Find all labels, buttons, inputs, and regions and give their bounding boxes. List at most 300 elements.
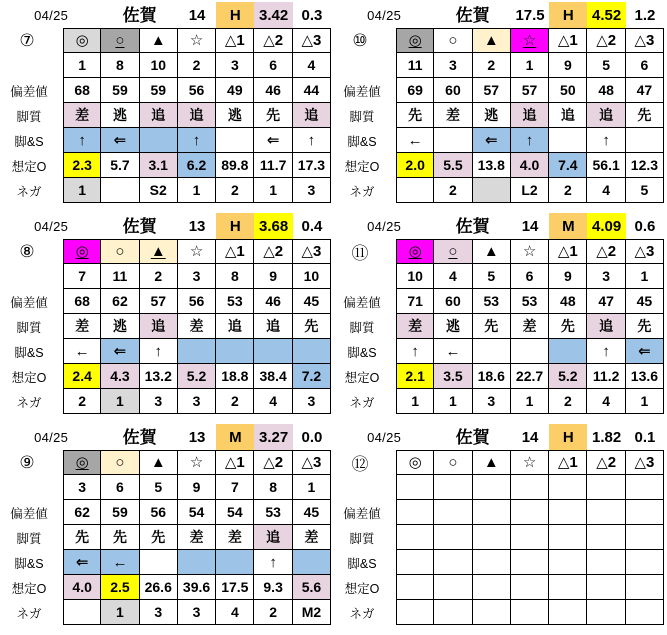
grid-leg-arrow-cell[interactable] bbox=[473, 128, 511, 153]
grid-nega-cell[interactable] bbox=[434, 178, 472, 203]
grid-expected-odds-cell[interactable] bbox=[511, 575, 549, 600]
grid-nega-cell[interactable] bbox=[587, 389, 625, 414]
grid-mark-cell[interactable] bbox=[101, 239, 139, 264]
grid-nega-cell[interactable] bbox=[549, 178, 587, 203]
grid-deviation-cell[interactable] bbox=[101, 78, 139, 103]
grid-deviation-cell[interactable] bbox=[140, 78, 178, 103]
grid-running-style-cell[interactable] bbox=[587, 103, 625, 128]
grid-leg-arrow-cell[interactable] bbox=[511, 128, 549, 153]
grid-mark-cell[interactable] bbox=[549, 28, 587, 53]
grid-deviation-cell[interactable] bbox=[254, 500, 292, 525]
grid-leg-arrow-cell[interactable] bbox=[396, 550, 434, 575]
grid-leg-arrow-cell[interactable] bbox=[626, 550, 664, 575]
grid-nega-cell[interactable] bbox=[216, 178, 254, 203]
grid-horse-number-cell[interactable] bbox=[216, 475, 254, 500]
grid-nega-cell[interactable] bbox=[626, 178, 664, 203]
grid-running-style-cell[interactable] bbox=[626, 103, 664, 128]
grid-leg-arrow-cell[interactable] bbox=[626, 128, 664, 153]
grid-deviation-cell[interactable] bbox=[63, 500, 101, 525]
cell-text: 7 bbox=[230, 479, 239, 495]
grid-leg-arrow-cell[interactable] bbox=[434, 339, 472, 364]
grid-nega-cell[interactable] bbox=[178, 600, 216, 625]
grid-nega-cell[interactable] bbox=[511, 389, 549, 414]
grid-deviation-cell[interactable] bbox=[396, 78, 434, 103]
grid-leg-arrow-cell[interactable] bbox=[216, 339, 254, 364]
grid-running-style-cell[interactable] bbox=[101, 103, 139, 128]
grid-running-style-cell[interactable] bbox=[254, 314, 292, 339]
cell-text: 9 bbox=[563, 57, 572, 73]
grid-leg-arrow-cell[interactable] bbox=[293, 128, 331, 153]
grid-mark-cell[interactable] bbox=[587, 450, 625, 475]
grid-leg-arrow-cell[interactable] bbox=[140, 550, 178, 575]
grid-leg-arrow-cell[interactable] bbox=[434, 128, 472, 153]
grid-expected-odds-cell[interactable] bbox=[293, 153, 331, 178]
grid-leg-arrow-cell[interactable] bbox=[216, 550, 254, 575]
grid-horse-number-cell[interactable] bbox=[63, 475, 101, 500]
grid-nega-cell[interactable] bbox=[396, 600, 434, 625]
grid-leg-arrow-cell[interactable] bbox=[140, 128, 178, 153]
grid-mark-cell[interactable] bbox=[626, 28, 664, 53]
grid-deviation-cell[interactable] bbox=[396, 500, 434, 525]
grid-mark-cell[interactable] bbox=[101, 450, 139, 475]
grid-running-style-cell[interactable] bbox=[63, 525, 101, 550]
grid-mark-cell[interactable] bbox=[140, 239, 178, 264]
grid-running-style-cell[interactable] bbox=[293, 525, 331, 550]
grid-leg-arrow-cell[interactable] bbox=[101, 128, 139, 153]
grid-nega-cell[interactable] bbox=[293, 600, 331, 625]
grid-horse-number-cell[interactable] bbox=[178, 264, 216, 289]
grid-horse-number-cell[interactable] bbox=[473, 53, 511, 78]
grid-mark-cell[interactable] bbox=[178, 450, 216, 475]
grid-nega-cell[interactable] bbox=[511, 178, 549, 203]
grid-running-style-cell[interactable] bbox=[254, 525, 292, 550]
grid-leg-arrow-cell[interactable] bbox=[587, 128, 625, 153]
grid-deviation-cell[interactable] bbox=[293, 289, 331, 314]
grid-running-style-cell[interactable] bbox=[549, 103, 587, 128]
grid-leg-arrow-cell[interactable] bbox=[63, 128, 101, 153]
grid-leg-arrow-cell[interactable] bbox=[293, 550, 331, 575]
grid-leg-arrow-cell[interactable] bbox=[549, 339, 587, 364]
grid-expected-odds-cell[interactable] bbox=[396, 575, 434, 600]
grid-expected-odds-cell[interactable] bbox=[434, 153, 472, 178]
grid-expected-odds-cell[interactable] bbox=[473, 153, 511, 178]
grid-mark-cell[interactable] bbox=[587, 239, 625, 264]
grid-horse-number-cell[interactable] bbox=[626, 475, 664, 500]
grid-nega-cell[interactable] bbox=[626, 389, 664, 414]
grid-expected-odds-cell[interactable] bbox=[63, 575, 101, 600]
grid-mark-cell[interactable] bbox=[216, 28, 254, 53]
grid-horse-number-cell[interactable] bbox=[587, 475, 625, 500]
grid-leg-arrow-cell[interactable] bbox=[216, 128, 254, 153]
grid-mark-cell[interactable] bbox=[293, 28, 331, 53]
grid-mark-cell[interactable] bbox=[216, 239, 254, 264]
grid-expected-odds-cell[interactable] bbox=[216, 153, 254, 178]
grid-deviation-cell[interactable] bbox=[434, 78, 472, 103]
grid-deviation-cell[interactable] bbox=[626, 289, 664, 314]
grid-expected-odds-cell[interactable] bbox=[140, 575, 178, 600]
grid-running-style-cell[interactable] bbox=[587, 525, 625, 550]
grid-expected-odds-cell[interactable] bbox=[587, 364, 625, 389]
grid-nega-cell[interactable] bbox=[473, 389, 511, 414]
grid-running-style-cell[interactable] bbox=[293, 103, 331, 128]
grid-expected-odds-cell[interactable] bbox=[549, 575, 587, 600]
cell-text: ⇐ bbox=[113, 131, 127, 149]
grid-expected-odds-cell[interactable] bbox=[396, 364, 434, 389]
grid-horse-number-cell[interactable] bbox=[178, 475, 216, 500]
grid-horse-number-cell[interactable] bbox=[140, 475, 178, 500]
grid-horse-number-cell[interactable] bbox=[511, 53, 549, 78]
grid-nega-cell[interactable] bbox=[434, 600, 472, 625]
grid-deviation-cell[interactable] bbox=[511, 289, 549, 314]
grid-deviation-cell[interactable] bbox=[587, 289, 625, 314]
grid-deviation-cell[interactable] bbox=[140, 289, 178, 314]
grid-horse-number-cell[interactable] bbox=[293, 475, 331, 500]
grid-running-style-cell[interactable] bbox=[63, 103, 101, 128]
grid-deviation-cell[interactable] bbox=[549, 78, 587, 103]
grid-nega-cell[interactable] bbox=[473, 600, 511, 625]
grid-mark-cell[interactable] bbox=[434, 239, 472, 264]
grid-horse-number-cell[interactable] bbox=[549, 475, 587, 500]
grid-running-style-cell[interactable] bbox=[254, 103, 292, 128]
grid-nega-cell[interactable] bbox=[63, 600, 101, 625]
grid-expected-odds-cell[interactable] bbox=[101, 575, 139, 600]
grid-horse-number-cell[interactable] bbox=[549, 264, 587, 289]
grid-expected-odds-cell[interactable] bbox=[254, 575, 292, 600]
grid-expected-odds-cell[interactable] bbox=[101, 153, 139, 178]
grid-horse-number-cell[interactable] bbox=[63, 264, 101, 289]
grid-deviation-cell[interactable] bbox=[254, 289, 292, 314]
grid-running-style-cell[interactable] bbox=[140, 314, 178, 339]
grid-leg-arrow-cell[interactable] bbox=[511, 339, 549, 364]
grid-running-style-cell[interactable] bbox=[101, 525, 139, 550]
grid-expected-odds-cell[interactable] bbox=[511, 364, 549, 389]
grid-expected-odds-cell[interactable] bbox=[178, 153, 216, 178]
grid-horse-number-cell[interactable] bbox=[434, 475, 472, 500]
grid-horse-number-cell[interactable] bbox=[293, 264, 331, 289]
grid-running-style-cell[interactable] bbox=[587, 314, 625, 339]
grid-leg-arrow-cell[interactable] bbox=[63, 339, 101, 364]
grid-horse-number-cell[interactable] bbox=[140, 264, 178, 289]
grid-leg-arrow-cell[interactable] bbox=[101, 550, 139, 575]
grid-horse-number-cell[interactable] bbox=[511, 475, 549, 500]
grid-mark-cell[interactable] bbox=[434, 450, 472, 475]
grid-horse-number-cell[interactable] bbox=[254, 264, 292, 289]
grid-deviation-cell[interactable] bbox=[63, 289, 101, 314]
grid-nega-cell[interactable] bbox=[549, 389, 587, 414]
grid-horse-number-cell[interactable] bbox=[473, 475, 511, 500]
grid-mark-cell[interactable] bbox=[473, 450, 511, 475]
grid-expected-odds-cell[interactable] bbox=[216, 364, 254, 389]
grid-running-style-cell[interactable] bbox=[549, 314, 587, 339]
grid-expected-odds-cell[interactable] bbox=[626, 364, 664, 389]
grid-horse-number-cell[interactable] bbox=[178, 53, 216, 78]
grid-running-style-cell[interactable] bbox=[178, 103, 216, 128]
grid-deviation-cell[interactable] bbox=[587, 500, 625, 525]
grid-deviation-cell[interactable] bbox=[178, 289, 216, 314]
grid-deviation-cell[interactable] bbox=[473, 289, 511, 314]
grid-horse-number-cell[interactable] bbox=[254, 53, 292, 78]
grid-mark-cell[interactable] bbox=[549, 239, 587, 264]
grid-expected-odds-cell[interactable] bbox=[473, 575, 511, 600]
grid-leg-arrow-cell[interactable] bbox=[63, 550, 101, 575]
grid-horse-number-cell[interactable] bbox=[511, 264, 549, 289]
grid-mark-cell[interactable] bbox=[396, 450, 434, 475]
cell-text: 6 bbox=[269, 57, 278, 73]
grid-expected-odds-cell[interactable] bbox=[434, 364, 472, 389]
grid-horse-number-cell[interactable] bbox=[254, 475, 292, 500]
grid-expected-odds-cell[interactable] bbox=[63, 364, 101, 389]
grid-running-style-cell[interactable] bbox=[434, 525, 472, 550]
grid-deviation-cell[interactable] bbox=[178, 78, 216, 103]
grid-running-style-cell[interactable] bbox=[473, 525, 511, 550]
grid-expected-odds-cell[interactable] bbox=[178, 364, 216, 389]
grid-running-style-cell[interactable] bbox=[396, 314, 434, 339]
grid-deviation-cell[interactable] bbox=[101, 500, 139, 525]
grid-expected-odds-cell[interactable] bbox=[254, 153, 292, 178]
grid-running-style-cell[interactable] bbox=[216, 525, 254, 550]
grid-expected-odds-cell[interactable] bbox=[216, 575, 254, 600]
grid-nega-cell[interactable] bbox=[178, 178, 216, 203]
grid-expected-odds-cell[interactable] bbox=[293, 364, 331, 389]
grid-horse-number-cell[interactable] bbox=[396, 475, 434, 500]
grid-horse-number-cell[interactable] bbox=[587, 53, 625, 78]
grid-mark-cell[interactable] bbox=[216, 450, 254, 475]
grid-leg-arrow-cell[interactable] bbox=[101, 339, 139, 364]
grid-horse-number-cell[interactable] bbox=[140, 53, 178, 78]
cell-text: 追 bbox=[560, 107, 575, 123]
grid-mark-cell[interactable] bbox=[63, 450, 101, 475]
grid-mark-cell[interactable] bbox=[511, 28, 549, 53]
grid-nega-cell[interactable] bbox=[178, 389, 216, 414]
grid-leg-arrow-cell[interactable] bbox=[178, 128, 216, 153]
grid-nega-cell[interactable] bbox=[254, 389, 292, 414]
grid-leg-arrow-cell[interactable] bbox=[178, 550, 216, 575]
grid-nega-cell[interactable] bbox=[293, 178, 331, 203]
grid-running-style-cell[interactable] bbox=[473, 314, 511, 339]
grid-expected-odds-cell[interactable] bbox=[63, 153, 101, 178]
grid-nega-cell[interactable] bbox=[63, 389, 101, 414]
grid-expected-odds-cell[interactable] bbox=[549, 153, 587, 178]
grid-running-style-cell[interactable] bbox=[63, 314, 101, 339]
grid-leg-arrow-cell[interactable] bbox=[178, 339, 216, 364]
grid-horse-number-cell[interactable] bbox=[101, 475, 139, 500]
grid-deviation-cell[interactable] bbox=[178, 500, 216, 525]
grid-horse-number-cell[interactable] bbox=[216, 53, 254, 78]
grid-mark-cell[interactable] bbox=[140, 28, 178, 53]
grid-mark-cell[interactable] bbox=[254, 239, 292, 264]
grid-leg-arrow-cell[interactable] bbox=[587, 339, 625, 364]
grid-horse-number-cell[interactable] bbox=[434, 264, 472, 289]
grid-horse-number-cell[interactable] bbox=[587, 264, 625, 289]
grid-deviation-cell[interactable] bbox=[216, 78, 254, 103]
grid-running-style-cell[interactable] bbox=[216, 314, 254, 339]
grid-mark-cell[interactable] bbox=[63, 28, 101, 53]
grid-mark-cell[interactable] bbox=[101, 28, 139, 53]
grid-horse-number-cell[interactable] bbox=[63, 53, 101, 78]
grid-running-style-cell[interactable] bbox=[396, 103, 434, 128]
grid-running-style-cell[interactable] bbox=[626, 525, 664, 550]
grid-deviation-cell[interactable] bbox=[511, 78, 549, 103]
grid-mark-cell[interactable] bbox=[254, 450, 292, 475]
grid-expected-odds-cell[interactable] bbox=[140, 153, 178, 178]
grid-mark-cell[interactable] bbox=[254, 28, 292, 53]
grid-expected-odds-cell[interactable] bbox=[140, 364, 178, 389]
grid-nega-cell[interactable] bbox=[216, 600, 254, 625]
grid-leg-arrow-cell[interactable] bbox=[626, 339, 664, 364]
grid-nega-cell[interactable] bbox=[396, 389, 434, 414]
grid-nega-cell[interactable] bbox=[101, 600, 139, 625]
grid-mark-cell[interactable] bbox=[511, 450, 549, 475]
grid-leg-arrow-cell[interactable] bbox=[293, 339, 331, 364]
grid-nega-cell[interactable] bbox=[587, 600, 625, 625]
grid-deviation-cell[interactable] bbox=[473, 500, 511, 525]
cell-text: 2 bbox=[78, 393, 87, 409]
grid-running-style-cell[interactable] bbox=[626, 314, 664, 339]
grid-nega-cell[interactable] bbox=[626, 600, 664, 625]
grid-mark-cell[interactable] bbox=[396, 239, 434, 264]
grid-mark-cell[interactable] bbox=[178, 28, 216, 53]
grid-nega-cell[interactable] bbox=[511, 600, 549, 625]
grid-expected-odds-cell[interactable] bbox=[473, 364, 511, 389]
grid-leg-arrow-cell[interactable] bbox=[396, 128, 434, 153]
grid-running-style-cell[interactable] bbox=[511, 525, 549, 550]
grid-running-style-cell[interactable] bbox=[511, 314, 549, 339]
grid-nega-cell[interactable] bbox=[254, 178, 292, 203]
grid-deviation-cell[interactable] bbox=[626, 78, 664, 103]
grid-nega-cell[interactable] bbox=[434, 389, 472, 414]
grid-leg-arrow-cell[interactable] bbox=[396, 339, 434, 364]
grid-running-style-cell[interactable] bbox=[473, 103, 511, 128]
grid-running-style-cell[interactable] bbox=[434, 314, 472, 339]
grid-leg-arrow-cell[interactable] bbox=[140, 339, 178, 364]
grid-running-style-cell[interactable] bbox=[434, 103, 472, 128]
grid-nega-cell[interactable] bbox=[140, 600, 178, 625]
grid-running-style-cell[interactable] bbox=[140, 525, 178, 550]
grid-mark-cell[interactable] bbox=[473, 239, 511, 264]
grid-running-style-cell[interactable] bbox=[549, 525, 587, 550]
grid-expected-odds-cell[interactable] bbox=[293, 575, 331, 600]
grid-expected-odds-cell[interactable] bbox=[587, 153, 625, 178]
grid-nega-cell[interactable] bbox=[396, 178, 434, 203]
grid-leg-arrow-cell[interactable] bbox=[254, 339, 292, 364]
grid-running-style-cell[interactable] bbox=[511, 103, 549, 128]
grid-expected-odds-cell[interactable] bbox=[101, 364, 139, 389]
grid-mark-cell[interactable] bbox=[293, 239, 331, 264]
grid-horse-number-cell[interactable] bbox=[434, 53, 472, 78]
grid-deviation-cell[interactable] bbox=[63, 78, 101, 103]
grid-leg-arrow-cell[interactable] bbox=[549, 550, 587, 575]
grid-nega-cell[interactable] bbox=[63, 178, 101, 203]
grid-running-style-cell[interactable] bbox=[178, 525, 216, 550]
grid-mark-cell[interactable] bbox=[473, 28, 511, 53]
grid-expected-odds-cell[interactable] bbox=[511, 153, 549, 178]
grid-expected-odds-cell[interactable] bbox=[587, 575, 625, 600]
grid-expected-odds-cell[interactable] bbox=[626, 153, 664, 178]
grid-expected-odds-cell[interactable] bbox=[254, 364, 292, 389]
grid-deviation-cell[interactable] bbox=[293, 78, 331, 103]
grid-leg-arrow-cell[interactable] bbox=[587, 550, 625, 575]
grid-running-style-cell[interactable] bbox=[178, 314, 216, 339]
grid-horse-number-cell[interactable] bbox=[101, 53, 139, 78]
grid-deviation-cell[interactable] bbox=[293, 500, 331, 525]
grid-deviation-cell[interactable] bbox=[140, 500, 178, 525]
grid-mark-cell[interactable] bbox=[626, 450, 664, 475]
grid-expected-odds-cell[interactable] bbox=[549, 364, 587, 389]
grid-mark-cell[interactable] bbox=[511, 239, 549, 264]
grid-nega-cell[interactable] bbox=[140, 389, 178, 414]
grid-running-style-cell[interactable] bbox=[396, 525, 434, 550]
grid-nega-cell[interactable] bbox=[254, 600, 292, 625]
grid-deviation-cell[interactable] bbox=[254, 78, 292, 103]
grid-horse-number-cell[interactable] bbox=[626, 53, 664, 78]
grid-deviation-cell[interactable] bbox=[396, 289, 434, 314]
grid-leg-arrow-cell[interactable] bbox=[549, 128, 587, 153]
grid-nega-cell[interactable] bbox=[216, 389, 254, 414]
grid-leg-arrow-cell[interactable] bbox=[473, 550, 511, 575]
grid-deviation-cell[interactable] bbox=[549, 500, 587, 525]
grid-mark-cell[interactable] bbox=[63, 239, 101, 264]
grid-horse-number-cell[interactable] bbox=[626, 264, 664, 289]
grid-deviation-cell[interactable] bbox=[511, 500, 549, 525]
grid-nega-cell[interactable] bbox=[140, 178, 178, 203]
grid-deviation-cell[interactable] bbox=[216, 289, 254, 314]
grid-mark-cell[interactable] bbox=[140, 450, 178, 475]
grid-expected-odds-cell[interactable] bbox=[434, 575, 472, 600]
grid-expected-odds-cell[interactable] bbox=[396, 153, 434, 178]
grid-leg-arrow-cell[interactable] bbox=[511, 550, 549, 575]
grid-running-style-cell[interactable] bbox=[216, 103, 254, 128]
grid-running-style-cell[interactable] bbox=[101, 314, 139, 339]
grid-deviation-cell[interactable] bbox=[216, 500, 254, 525]
grid-nega-cell[interactable] bbox=[473, 178, 511, 203]
grid-horse-number-cell[interactable] bbox=[216, 264, 254, 289]
grid-nega-cell[interactable] bbox=[293, 389, 331, 414]
grid-nega-cell[interactable] bbox=[101, 178, 139, 203]
grid-deviation-cell[interactable] bbox=[626, 500, 664, 525]
grid-horse-number-cell[interactable] bbox=[101, 264, 139, 289]
grid-deviation-cell[interactable] bbox=[473, 78, 511, 103]
grid-running-style-cell[interactable] bbox=[140, 103, 178, 128]
grid-nega-cell[interactable] bbox=[101, 389, 139, 414]
grid-deviation-cell[interactable] bbox=[434, 289, 472, 314]
grid-mark-cell[interactable] bbox=[293, 450, 331, 475]
grid-running-style-cell[interactable] bbox=[293, 314, 331, 339]
grid-horse-number-cell[interactable] bbox=[549, 53, 587, 78]
grid-nega-cell[interactable] bbox=[549, 600, 587, 625]
grid-deviation-cell[interactable] bbox=[587, 78, 625, 103]
grid-mark-cell[interactable] bbox=[434, 28, 472, 53]
grid-deviation-cell[interactable] bbox=[549, 289, 587, 314]
grid-expected-odds-cell[interactable] bbox=[178, 575, 216, 600]
grid-mark-cell[interactable] bbox=[178, 239, 216, 264]
grid-leg-arrow-cell[interactable] bbox=[254, 550, 292, 575]
grid-leg-arrow-cell[interactable] bbox=[473, 339, 511, 364]
grid-nega-cell[interactable] bbox=[587, 178, 625, 203]
grid-mark-cell[interactable] bbox=[396, 28, 434, 53]
grid-horse-number-cell[interactable] bbox=[473, 264, 511, 289]
grid-mark-cell[interactable] bbox=[587, 28, 625, 53]
grid-mark-cell[interactable] bbox=[549, 450, 587, 475]
grid-leg-arrow-cell[interactable] bbox=[254, 128, 292, 153]
grid-horse-number-cell[interactable] bbox=[293, 53, 331, 78]
grid-deviation-cell[interactable] bbox=[101, 289, 139, 314]
grid-expected-odds-cell[interactable] bbox=[626, 575, 664, 600]
grid-deviation-cell[interactable] bbox=[434, 500, 472, 525]
grid-horse-number-cell[interactable] bbox=[396, 53, 434, 78]
grid-leg-arrow-cell[interactable] bbox=[434, 550, 472, 575]
grid-horse-number-cell[interactable] bbox=[396, 264, 434, 289]
grid-mark-cell[interactable] bbox=[626, 239, 664, 264]
